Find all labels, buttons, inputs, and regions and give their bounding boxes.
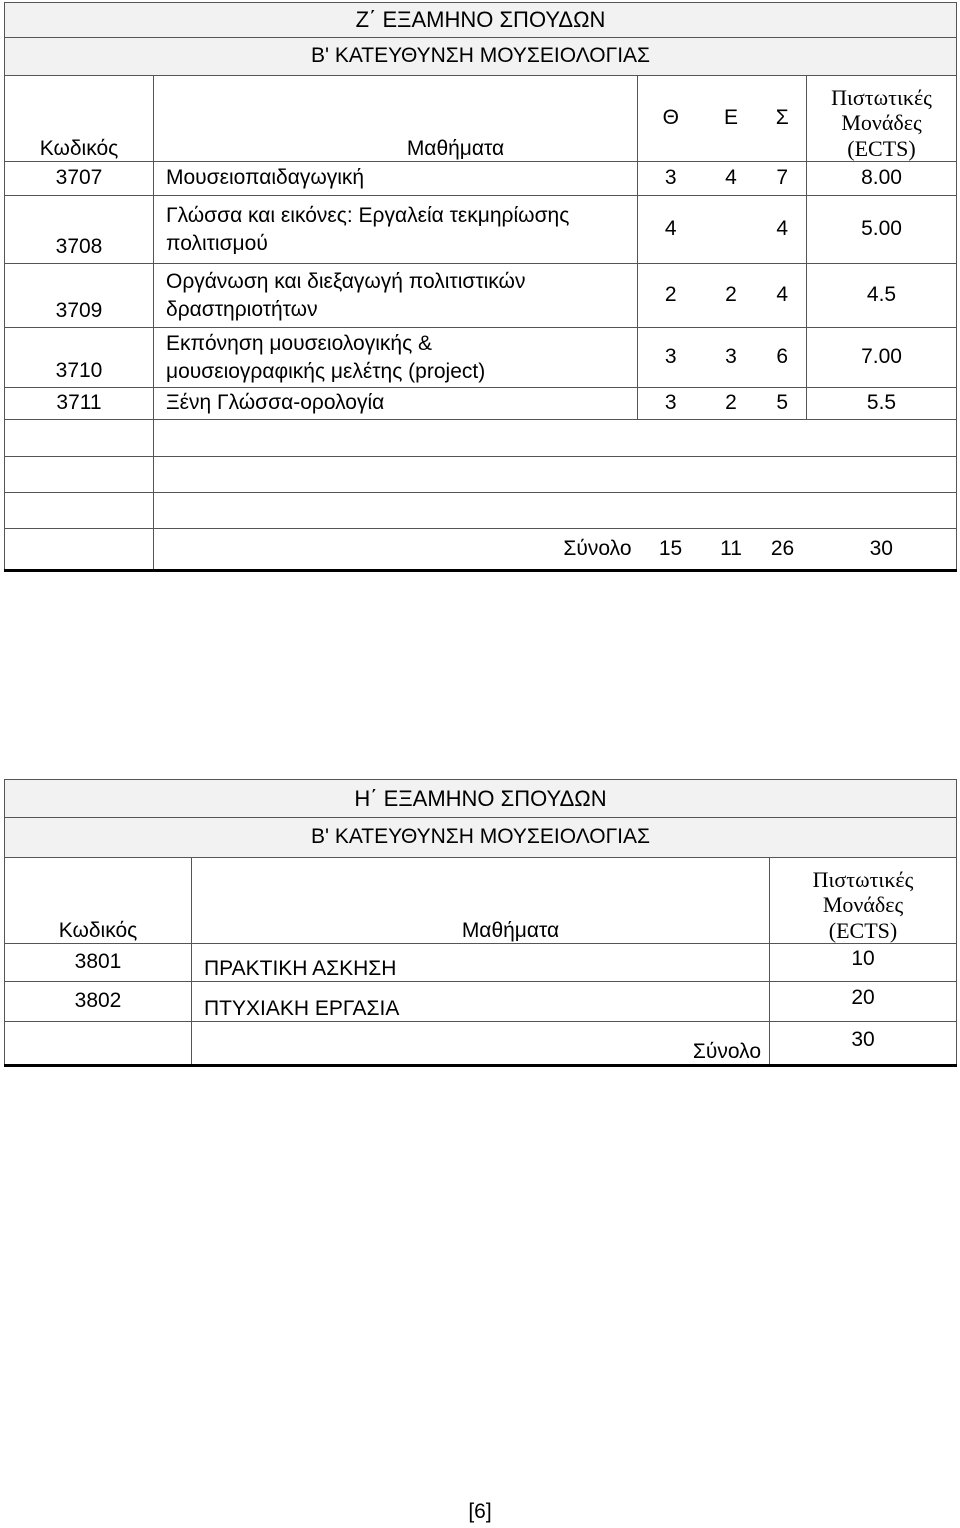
table-row	[5, 162, 957, 196]
course-name-line2: μουσειογραφικής μελέτης (project)	[166, 359, 486, 383]
header-ects-line3: (ECTS)	[828, 917, 898, 943]
ects-value: 20	[770, 982, 957, 1022]
header-lab: Ε	[704, 76, 759, 162]
table-row	[5, 944, 957, 982]
total-hours: 7	[759, 162, 807, 196]
sum-label: Σύνολο	[154, 529, 638, 571]
ects-value: 10	[770, 944, 957, 982]
lab-hours: 2	[704, 388, 759, 420]
course-code: 3710	[5, 328, 154, 388]
course-name-line1: Εκπόνηση μουσειολογικής &	[166, 332, 433, 356]
empty-cell	[5, 529, 154, 571]
table-row	[5, 196, 957, 264]
semester7-table	[4, 2, 957, 572]
course-code: 3708	[5, 196, 154, 264]
sum-label: Σύνολο	[192, 1022, 770, 1066]
sum-lab: 11	[704, 529, 759, 571]
ects-value: 5.00	[807, 196, 957, 264]
course-name: ΠΤΥΧΙΑΚΗ ΕΡΓΑΣΙΑ	[192, 982, 770, 1022]
total-hours: 4	[759, 264, 807, 328]
course-name	[154, 264, 638, 328]
lab-hours: 2	[704, 264, 759, 328]
header-ects-line3: (ECTS)	[847, 135, 916, 161]
course-code: 3801	[5, 944, 192, 982]
ects-value: 8.00	[807, 162, 957, 196]
empty-row	[5, 457, 957, 493]
semester7-title: Ζ΄ ΕΞΑΜΗΝΟ ΣΠΟΥΔΩΝ	[5, 3, 957, 38]
ects-value: 7.00	[807, 328, 957, 388]
header-ects-line2: Μονάδες	[822, 892, 904, 918]
course-code: 3709	[5, 264, 154, 328]
header-ects	[770, 858, 957, 944]
header-code: Κωδικός	[5, 858, 192, 944]
header-ects-line1: Πιστωτικές	[831, 85, 932, 111]
course-name-line2: δραστηριοτήτων	[166, 297, 318, 321]
header-courses: Μαθήματα	[192, 858, 770, 944]
lab-hours: 4	[704, 162, 759, 196]
empty-cell	[154, 493, 957, 529]
empty-cell	[154, 457, 957, 493]
sum-theory: 15	[638, 529, 704, 571]
course-name: Μουσειοπαιδαγωγική	[154, 162, 638, 196]
course-name-line1: Οργάνωση και διεξαγωγή πολιτιστικών	[166, 270, 526, 294]
course-name	[154, 328, 638, 388]
table-row	[5, 328, 957, 388]
header-total: Σ	[759, 76, 807, 162]
course-name: Ξένη Γλώσσα-ορολογία	[154, 388, 638, 420]
empty-cell	[5, 457, 154, 493]
sum-total: 26	[759, 529, 807, 571]
table-row	[5, 264, 957, 328]
empty-row	[5, 420, 957, 457]
course-code: 3802	[5, 982, 192, 1022]
empty-cell	[5, 1022, 192, 1066]
empty-row	[5, 493, 957, 529]
table-row	[5, 388, 957, 420]
empty-cell	[154, 420, 957, 457]
ects-value: 5.5	[807, 388, 957, 420]
course-code: 3711	[5, 388, 154, 420]
total-hours: 5	[759, 388, 807, 420]
course-code: 3707	[5, 162, 154, 196]
theory-hours: 3	[638, 328, 704, 388]
header-ects-line2: Μονάδες	[841, 110, 922, 136]
course-name-line1: Γλώσσα και εικόνες: Εργαλεία τεκμηρίωσης	[166, 204, 570, 228]
theory-hours: 3	[638, 162, 704, 196]
ects-value: 4.5	[807, 264, 957, 328]
header-code: Κωδικός	[5, 76, 154, 162]
page-number: [6]	[468, 1500, 492, 1523]
course-name	[154, 196, 638, 264]
header-ects	[807, 76, 957, 162]
lab-hours	[704, 196, 759, 264]
total-hours: 4	[759, 196, 807, 264]
sum-ects: 30	[807, 529, 957, 571]
empty-cell	[5, 420, 154, 457]
course-name: ΠΡΑΚΤΙΚΗ ΑΣΚΗΣΗ	[192, 944, 770, 982]
semester7-subtitle: Β' ΚΑΤΕΥΘΥΝΣΗ ΜΟΥΣΕΙΟΛΟΓΙΑΣ	[5, 38, 957, 76]
lab-hours: 3	[704, 328, 759, 388]
header-courses: Μαθήματα	[154, 76, 638, 162]
semester8-table	[4, 779, 957, 1067]
theory-hours: 2	[638, 264, 704, 328]
empty-cell	[5, 493, 154, 529]
theory-hours: 3	[638, 388, 704, 420]
sum-ects: 30	[770, 1022, 957, 1066]
header-theory: Θ	[638, 76, 704, 162]
table-row	[5, 982, 957, 1022]
theory-hours: 4	[638, 196, 704, 264]
semester8-subtitle: Β' ΚΑΤΕΥΘΥΝΣΗ ΜΟΥΣΕΙΟΛΟΓΙΑΣ	[5, 818, 957, 858]
course-name-line2: πολιτισμού	[166, 231, 268, 255]
total-hours: 6	[759, 328, 807, 388]
header-ects-line1: Πιστωτικές	[812, 867, 914, 893]
sum-row	[5, 529, 957, 571]
sum-row	[5, 1022, 957, 1066]
semester8-title: Η΄ ΕΞΑΜΗΝΟ ΣΠΟΥΔΩΝ	[5, 780, 957, 818]
